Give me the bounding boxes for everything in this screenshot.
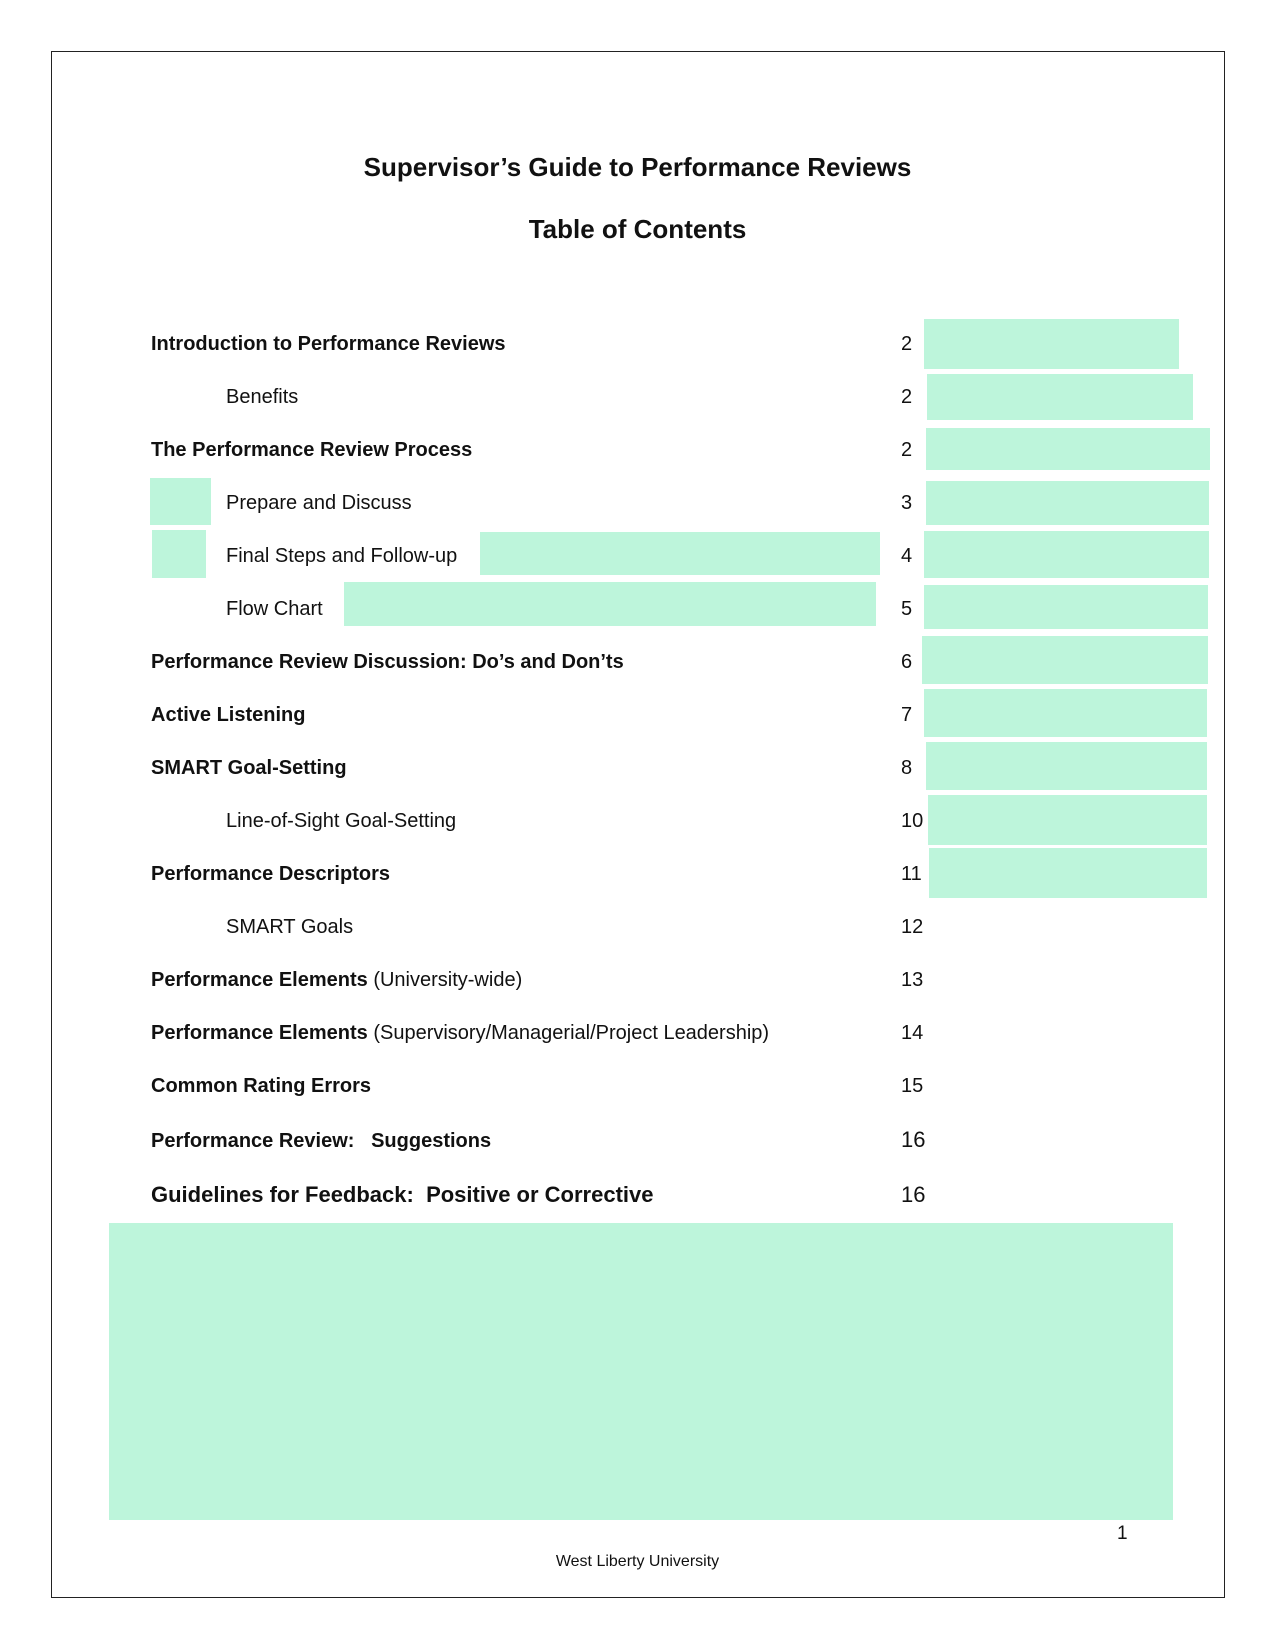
toc-entry-label: Performance Descriptors — [151, 863, 390, 885]
toc-entry[interactable] — [151, 435, 931, 465]
toc-page-number: 3 — [901, 492, 913, 514]
highlight-block — [109, 1223, 1173, 1520]
toc-page-number: 4 — [901, 545, 913, 567]
toc-entry-label: Performance Review: Suggestions — [151, 1130, 492, 1152]
toc-entry-label: Guidelines for Feedback: Positive or Corrective — [151, 1182, 654, 1207]
toc-entry[interactable] — [151, 1180, 931, 1210]
toc-page-number: 15 — [901, 1075, 924, 1097]
toc-entry-label: SMART Goals — [226, 916, 354, 938]
toc-entry[interactable] — [151, 1018, 931, 1048]
toc-heading: Table of Contents — [528, 214, 747, 244]
toc-entry[interactable] — [151, 859, 931, 889]
toc-entry[interactable] — [226, 488, 1006, 518]
document-title: Supervisor’s Guide to Performance Reviews — [363, 152, 912, 182]
toc-entry-label: Performance Elements — [151, 969, 368, 991]
toc-page-number: 6 — [901, 651, 913, 673]
toc-page-number: 5 — [901, 598, 913, 620]
toc-entry-label: Final Steps and Follow-up — [226, 545, 458, 567]
toc-page-number: 2 — [901, 333, 913, 355]
toc-entry-label: Active Listening — [151, 704, 306, 726]
toc-page-number: 16 — [901, 1182, 926, 1207]
toc-page-number: 12 — [901, 916, 924, 938]
toc-page-number: 2 — [901, 439, 913, 461]
toc-entry-label: Performance Elements — [151, 1022, 368, 1044]
footer-organization: West Liberty University — [555, 1553, 720, 1570]
page-number: 1 — [1117, 1523, 1128, 1544]
toc-page-number: 13 — [901, 969, 924, 991]
toc-entry-label: Benefits — [226, 386, 299, 408]
toc-entry[interactable] — [151, 329, 931, 359]
toc-entry[interactable] — [226, 382, 1006, 412]
toc-entry-label: SMART Goal-Setting — [151, 757, 347, 779]
toc-entry[interactable] — [226, 806, 1006, 836]
toc-entry[interactable] — [151, 1071, 931, 1101]
toc-entry-label: Performance Review Discussion: Do’s and Don’ts — [151, 651, 624, 673]
toc-entry[interactable] — [226, 594, 1006, 624]
toc-page-number: 8 — [901, 757, 913, 779]
toc-entry-label: Common Rating Errors — [151, 1075, 372, 1097]
toc-entry[interactable] — [226, 912, 1006, 942]
toc-entry[interactable] — [151, 753, 931, 783]
toc-entry[interactable] — [151, 965, 931, 995]
toc-entry-label: Line-of-Sight Goal-Setting — [226, 810, 457, 832]
toc-entry[interactable] — [226, 541, 1006, 571]
toc-entry-label: The Performance Review Process — [151, 439, 473, 461]
toc-page-number: 2 — [901, 386, 913, 408]
toc-entry-label: Flow Chart — [226, 598, 323, 620]
toc-page-number: 7 — [901, 704, 913, 726]
toc-entry-suffix: (Supervisory/Managerial/Project Leadership) — [367, 1022, 770, 1044]
toc-page-number: 16 — [901, 1127, 926, 1152]
toc-entry-suffix: (University-wide) — [367, 969, 523, 991]
toc-page-number: 11 — [901, 863, 922, 885]
toc-page-number: 10 — [901, 810, 924, 832]
toc-entry[interactable] — [151, 647, 931, 677]
toc-entry-label: Prepare and Discuss — [226, 492, 412, 514]
toc-entry-label: Introduction to Performance Reviews — [151, 333, 506, 355]
toc-page-number: 14 — [901, 1022, 924, 1044]
toc-entry[interactable] — [151, 700, 931, 730]
toc-entry[interactable] — [151, 1126, 931, 1156]
